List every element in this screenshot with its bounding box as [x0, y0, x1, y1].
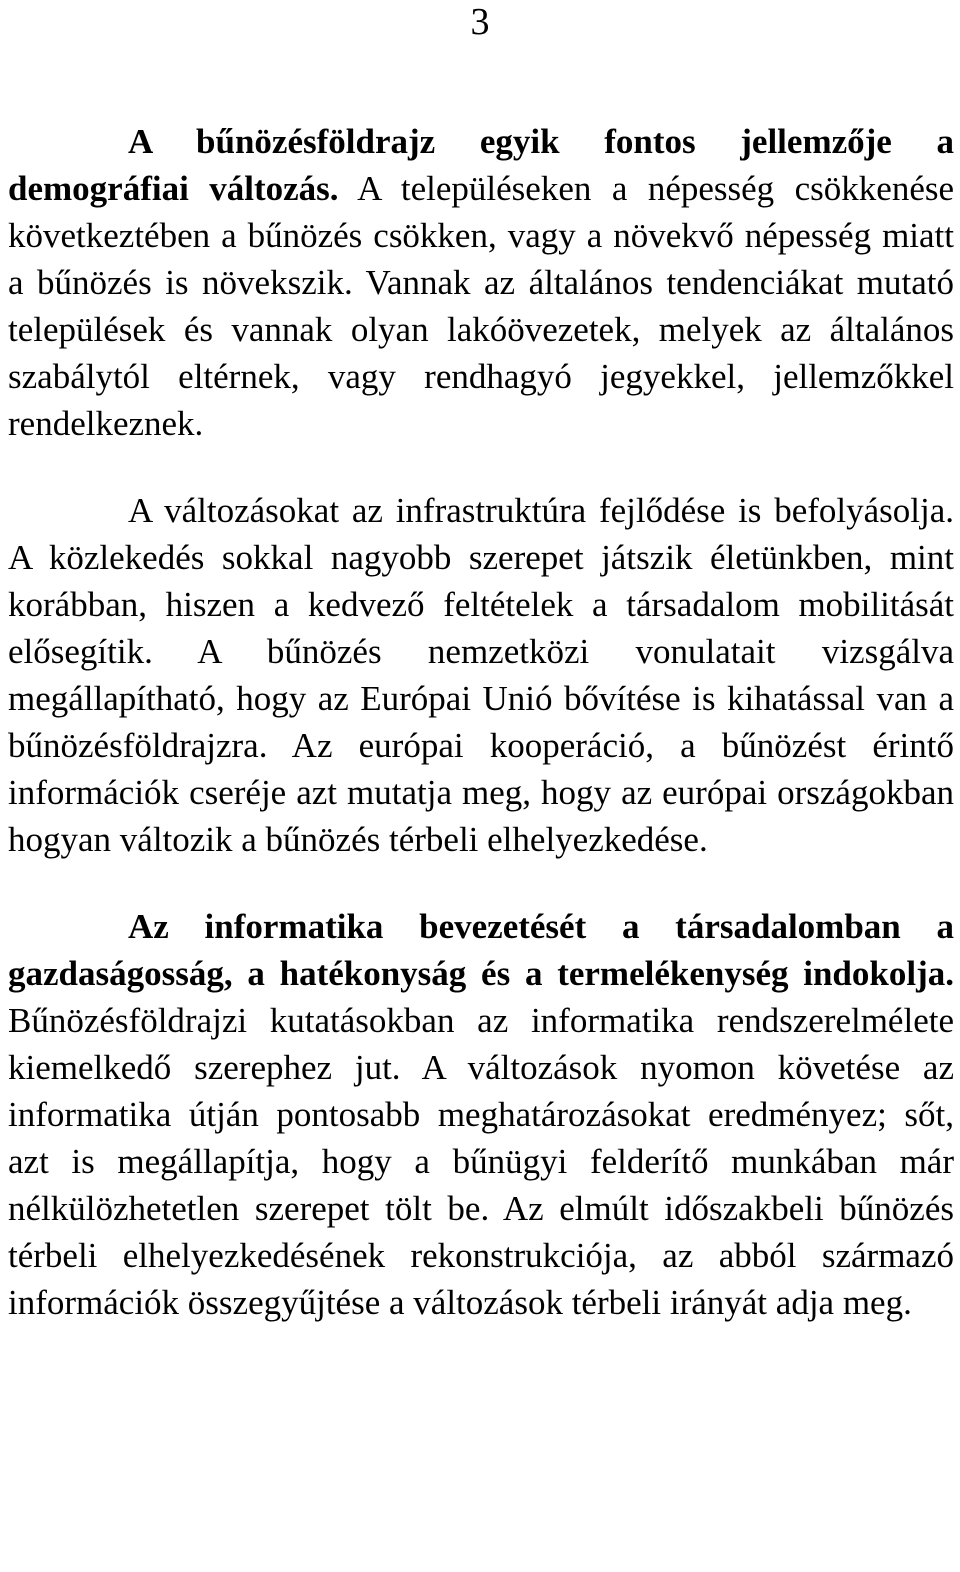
paragraph-infrastructure — [8, 487, 954, 863]
paragraph-text: A változásokat az infrastruktúra fejlődése is befolyásolja. A közlekedés sokkal nagyobb szerepet játszik életünkben, mint korábban, hiszen a kedvező feltételek a társadalom mobilitását elősegítik. A bűnözés nemzetközi vonulatait vizsgálva megállapítható, hogy az Európai Unió bővítése is kihatással van a bűnözésföldrajzra. Az európai kooperáció, a bűnözést érintő információk cseréje azt mutatja meg, hogy az európai országokban hogyan változik a bűnözés térbeli elhelyezkedése. — [8, 491, 954, 859]
paragraph-bold-lead: A bűnözésföldrajz egyik fontos jellemzője a demográfiai változás. — [8, 122, 954, 208]
paragraph-bold-lead: Az informatika bevezetését a társadalomban a gazdaságosság, a hatékonyság és a termelékenység indokolja. — [8, 907, 954, 993]
document-body — [8, 118, 954, 1366]
paragraph-text: A településeken a népesség csökkenése következtében a bűnözés csökken, vagy a növekvő népesség miatt a bűnözés is növekszik. Vannak az általános tendenciákat mutató települések és vannak olyan lakóövezetek, melyek az általános szabálytól eltérnek, vagy rendhagyó jegyekkel, jellemzőkkel rendelkeznek. — [8, 169, 955, 443]
page-number: 3 — [470, 1, 490, 43]
paragraph-demographic-change — [8, 118, 954, 447]
paragraph-informatics — [8, 903, 954, 1326]
paragraph-text: Bűnözésföldrajzi kutatásokban az informatika rendszerelmélete kiemelkedő szerephez jut. A változások nyomon követése az informatika útján pontosabb meghatározásokat eredményez; sőt, azt is megállapítja, hogy a bűnügyi felderítő munkában már nélkülözhetetlen szerepet tölt be. Az elmúlt időszakbeli bűnözés térbeli elhelyezkedésének rekonstrukciója, az abból származó információk összegyűjtése a változások térbeli irányát adja meg. — [8, 1001, 954, 1322]
